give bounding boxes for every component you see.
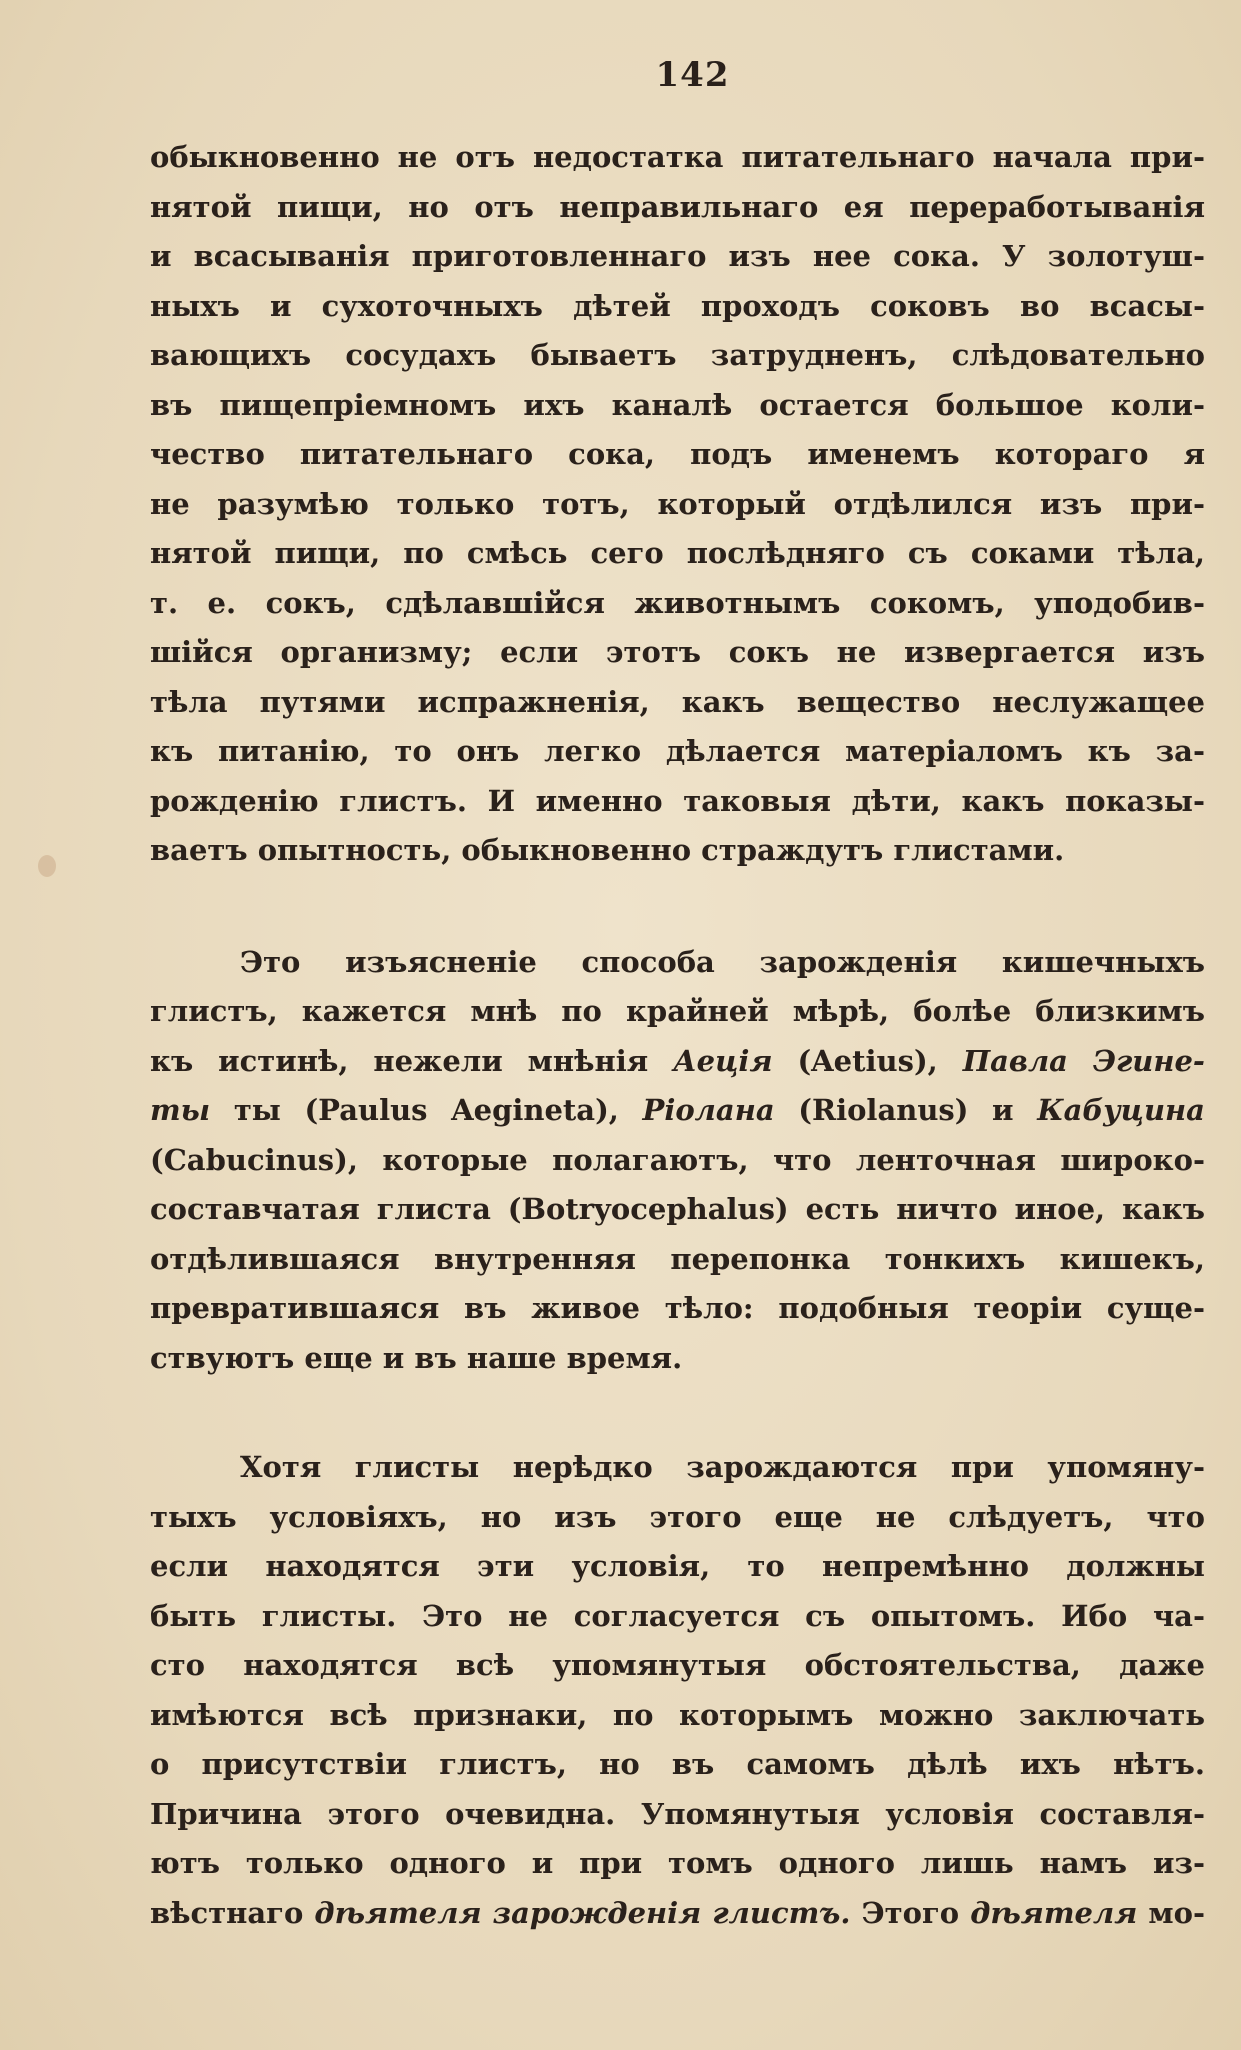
text-line: тѣла путями испражненія, какъ вещество неслужащее: [150, 684, 1205, 719]
text-line: къ питанію, то онъ легко дѣлается матеріаломъ къ за-: [150, 734, 1205, 768]
text-line: рожденію глистъ. И именно таковыя дѣти, какъ показы-: [150, 783, 1205, 818]
text-line: ваетъ опытность, обыкновенно страждутъ глистами.: [150, 833, 1065, 867]
text-fragment: къ истинѣ, нежели мнѣнія: [150, 1043, 649, 1078]
italic-term: дѣятеля: [970, 1895, 1138, 1930]
paragraph-2: [150, 938, 1205, 1384]
text-line: имѣются всѣ признаки, по которымъ можно заключать: [150, 1697, 1205, 1732]
book-page: [150, 55, 1205, 1938]
author-name-riolanus: Ріолана: [642, 1093, 775, 1127]
text-fragment: Этого: [861, 1895, 960, 1930]
text-line: [150, 1037, 1205, 1087]
text-line: вающихъ сосудахъ бываетъ затрудненъ, слѣдовательно: [150, 338, 1205, 372]
paragraph-3: [150, 1443, 1205, 1938]
text-line: нятой пищи, но отъ неправильнаго ея переработыванія: [150, 189, 1205, 224]
text-fragment: мо-: [1148, 1895, 1205, 1930]
latin-name-aetius: (Aetius),: [797, 1043, 938, 1078]
author-name-paulus: Павла Эгине-: [962, 1043, 1205, 1078]
text-line: не разумѣю только тотъ, который отдѣлился изъ при-: [150, 486, 1205, 521]
text-line: сто находятся всѣ упомянутыя обстоятельства, даже: [150, 1648, 1205, 1682]
text-line: составчатая глиста (Botryocephalus) есть ничто иное, какъ: [150, 1192, 1205, 1226]
text-line: Это изъясненіе способа зарожденія кишечныхъ: [240, 944, 1205, 979]
text-line: Причина этого очевидна. Упомянутыя условія составля-: [150, 1796, 1205, 1831]
text-line: [150, 1889, 1205, 1939]
text-fragment: ты (Paulus Aegineta),: [233, 1093, 619, 1127]
page-number: 142: [655, 55, 730, 95]
italic-term: дѣятеля зарожденія глистъ.: [314, 1895, 851, 1930]
text-line: о присутствіи глистъ, но въ самомъ дѣлѣ ихъ нѣтъ.: [150, 1747, 1205, 1781]
paragraph-1: [150, 133, 1205, 876]
text-line: ствуютъ еще и въ наше время.: [150, 1340, 683, 1375]
author-name-paulus-end: ты: [150, 1093, 211, 1127]
text-line: глистъ, кажется мнѣ по крайней мѣрѣ, болѣе близкимъ: [150, 994, 1205, 1028]
text-line: Хотя глисты нерѣдко зарождаются при упомяну-: [240, 1450, 1205, 1484]
text-line: и всасыванія приготовленнаго изъ нее сока. У золотуш-: [150, 239, 1205, 273]
text-line: превратившаяся въ живое тѣло: подобныя теоріи суще-: [150, 1291, 1205, 1325]
text-line: быть глисты. Это не согласуется съ опытомъ. Ибо ча-: [150, 1598, 1205, 1633]
text-line: ютъ только одного и при томъ одного лишь намъ из-: [150, 1846, 1205, 1880]
text-line: обыкновенно не отъ недостатка питательнаго начала при-: [150, 140, 1205, 174]
text-line: въ пищепріемномъ ихъ каналѣ остается большое коли-: [150, 387, 1205, 422]
text-line: т. е. сокъ, сдѣлавшійся животнымъ сокомъ, уподобив-: [150, 585, 1205, 620]
text-line: [150, 1086, 1205, 1136]
text-line: отдѣлившаяся внутренняя перепонка тонкихъ кишекъ,: [150, 1241, 1205, 1276]
text-line: чество питательнаго сока, подъ именемъ котораго я: [150, 437, 1205, 471]
paper-stain: [38, 855, 56, 877]
text-line: (Cabucinus), которые полагаютъ, что ленточная широко-: [150, 1142, 1205, 1177]
text-line: нятой пищи, по смѣсь сего послѣдняго съ соками тѣла,: [150, 536, 1205, 570]
text-line: шійся организму; если этотъ сокъ не извергается изъ: [150, 635, 1205, 669]
text-line: если находятся эти условія, то непремѣнно должны: [150, 1549, 1205, 1583]
author-name-cabucinus: Кабуцина: [1037, 1093, 1205, 1127]
text-line: тыхъ условіяхъ, но изъ этого еще не слѣдуетъ, что: [150, 1499, 1205, 1534]
latin-name-riolanus: (Riolanus) и: [798, 1093, 1014, 1127]
text-fragment: вѣстнаго: [150, 1895, 304, 1930]
text-line: ныхъ и сухоточныхъ дѣтей проходъ соковъ во всасы-: [150, 288, 1205, 323]
author-name-aetius: Аеція: [673, 1043, 773, 1078]
